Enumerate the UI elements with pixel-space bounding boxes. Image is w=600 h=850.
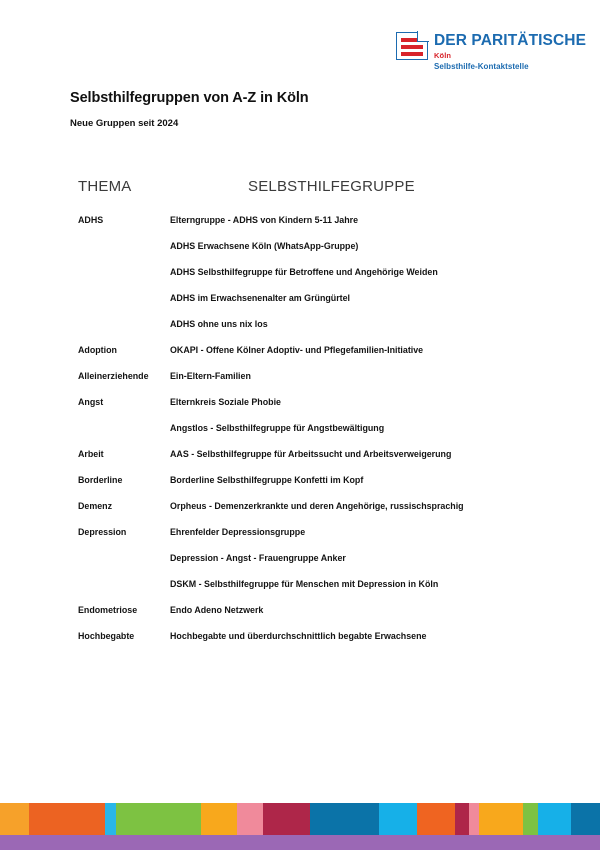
cell-thema: Borderline [78, 475, 123, 485]
logo-notch-edge-vertical [417, 31, 418, 42]
cell-selbsthilfegruppe: Elternkreis Soziale Phobie [170, 397, 281, 407]
cell-selbsthilfegruppe: Borderline Selbsthilfegruppe Konfetti im Kopf [170, 475, 364, 485]
footer-band-segment [417, 803, 455, 835]
cell-thema: Hochbegabte [78, 631, 135, 641]
footer-band-segment [263, 803, 311, 835]
column-header-selbsthilfegruppe: SELBSTHILFEGRUPPE [248, 178, 415, 195]
groups-table [0, 178, 600, 656]
cell-selbsthilfegruppe: Endo Adeno Netzwerk [170, 605, 264, 615]
logo-wordmark: DER PARITÄTISCHE [434, 32, 587, 49]
footer-band-segment [29, 803, 105, 835]
table-row [0, 214, 600, 228]
table-header-row [0, 178, 600, 214]
cell-selbsthilfegruppe: Depression - Angst - Frauengruppe Anker [170, 553, 346, 563]
column-header-thema: THEMA [78, 178, 132, 195]
paritaetische-logo-mark-icon [396, 32, 430, 62]
table-row [0, 266, 600, 280]
cell-selbsthilfegruppe: ADHS Erwachsene Köln (WhatsApp-Gruppe) [170, 241, 359, 251]
table-row [0, 500, 600, 514]
cell-selbsthilfegruppe: OKAPI - Offene Kölner Adoptiv- und Pflegefamilien-Initiative [170, 345, 424, 355]
table-row [0, 578, 600, 592]
logo-city: Köln [434, 51, 452, 60]
logo-bar-bottom [401, 52, 423, 56]
cell-thema: Arbeit [78, 449, 104, 459]
footer-band-segment [0, 803, 29, 835]
cell-thema: Adoption [78, 345, 117, 355]
cell-selbsthilfegruppe: DSKM - Selbsthilfegruppe für Menschen mit Depression in Köln [170, 579, 439, 589]
footer-band-segment [237, 803, 262, 835]
table-row [0, 448, 600, 462]
cell-selbsthilfegruppe: Angstlos - Selbsthilfegruppe für Angstbewältigung [170, 423, 385, 433]
cell-thema: Demenz [78, 501, 113, 511]
page-subtitle: Neue Gruppen seit 2024 [70, 118, 179, 129]
table-row [0, 318, 600, 332]
logo-bar-middle [401, 45, 423, 49]
footer-band-segment [116, 803, 200, 835]
footer-band-segment [538, 803, 571, 835]
cell-thema: Alleinerziehende [78, 371, 149, 381]
table-body [0, 214, 600, 644]
logo-notch-edge-horizontal [418, 41, 429, 42]
table-row [0, 422, 600, 436]
cell-selbsthilfegruppe: Orpheus - Demenzerkrankte und deren Angehörige, russischsprachig [170, 501, 464, 511]
footer-band-segment [310, 803, 378, 835]
footer-band-segment [479, 803, 524, 835]
cell-selbsthilfegruppe: Hochbegabte und überdurchschnittlich begabte Erwachsene [170, 631, 427, 641]
table-row [0, 552, 600, 566]
footer-band-segment [201, 803, 238, 835]
footer-band-segment [455, 803, 469, 835]
logo-notch [418, 31, 429, 41]
table-row [0, 370, 600, 384]
cell-selbsthilfegruppe: Ehrenfelder Depressionsgruppe [170, 527, 306, 537]
footer-band-segment [523, 803, 537, 835]
page-title: Selbsthilfegruppen von A-Z in Köln [70, 90, 309, 106]
cell-selbsthilfegruppe: Ein-Eltern-Familien [170, 371, 251, 381]
footer-band-segment [379, 803, 417, 835]
table-row [0, 630, 600, 644]
table-row [0, 396, 600, 410]
logo-subtitle: Selbsthilfe-Kontaktstelle [434, 62, 529, 71]
footer-band-segment [469, 803, 479, 835]
cell-thema: Angst [78, 397, 104, 407]
footer-band-segment [105, 803, 116, 835]
cell-selbsthilfegruppe: ADHS Selbsthilfegruppe für Betroffene und Angehörige Weiden [170, 267, 438, 277]
cell-selbsthilfegruppe: Elterngruppe - ADHS von Kindern 5-11 Jahre [170, 215, 359, 225]
cell-selbsthilfegruppe: ADHS im Erwachsenenalter am Grüngürtel [170, 293, 351, 303]
cell-thema: Depression [78, 527, 127, 537]
footer-band-segment [571, 803, 600, 835]
table-row [0, 240, 600, 254]
cell-selbsthilfegruppe: ADHS ohne uns nix los [170, 319, 268, 329]
table-row [0, 526, 600, 540]
footer-color-band [0, 803, 600, 835]
table-row [0, 604, 600, 618]
footer-purple-strip [0, 835, 600, 850]
paritaetische-logo [396, 30, 587, 78]
cell-thema: Endometriose [78, 605, 138, 615]
cell-selbsthilfegruppe: AAS - Selbsthilfegruppe für Arbeitssucht und Arbeitsverweigerung [170, 449, 452, 459]
table-row [0, 474, 600, 488]
cell-thema: ADHS [78, 215, 104, 225]
table-row [0, 292, 600, 306]
table-row [0, 344, 600, 358]
